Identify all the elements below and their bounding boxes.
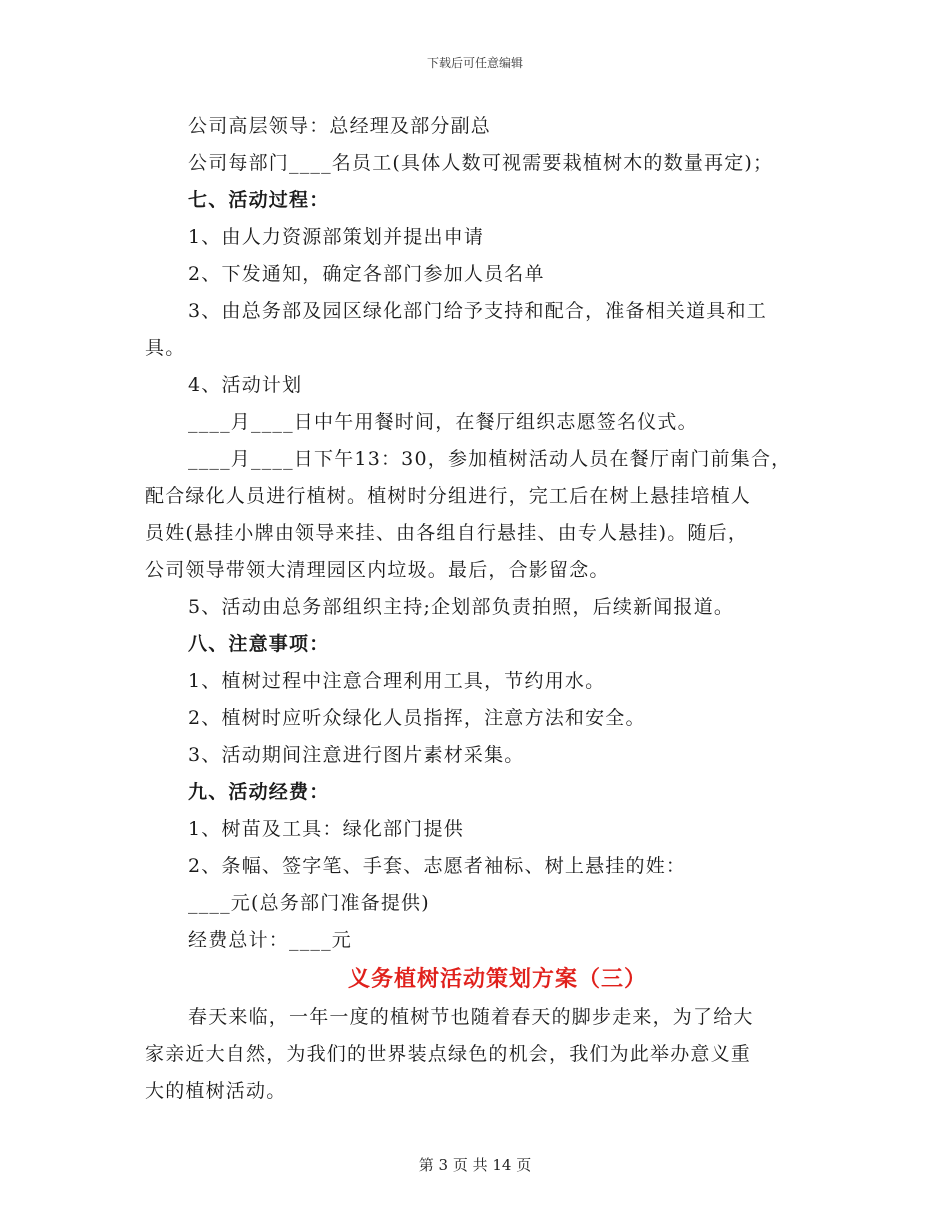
text-line: ____月____日下午13：30，参加植树活动人员在餐厅南门前集合， — [188, 448, 792, 470]
text-line: 4、活动计划 — [188, 374, 303, 396]
section-heading: 八、注意事项： — [188, 633, 330, 655]
text-line: 5、活动由总务部组织主持;企划部负责拍照，后续新闻报道。 — [188, 596, 735, 618]
text-line: 2、植树时应听众绿化人员指挥，注意方法和安全。 — [188, 707, 646, 729]
text-line: 2、下发通知，确定各部门参加人员名单 — [188, 263, 545, 285]
text-line: 具。 — [145, 337, 186, 359]
text-line: 1、由人力资源部策划并提出申请 — [188, 226, 485, 248]
text-line: 1、植树过程中注意合理利用工具，节约用水。 — [188, 670, 606, 692]
text-line: 员姓(悬挂小牌由领导来挂、由各组自行悬挂、由专人悬挂)。随后， — [145, 522, 749, 544]
page-header: 下载后可任意编辑 — [426, 56, 523, 70]
text-line: 公司每部门____名员工(具体人数可视需要栽植树木的数量再定)； — [188, 152, 774, 174]
intro-line: 大的植树活动。 — [145, 1080, 287, 1102]
text-line: 3、由总务部及园区绿化部门给予支持和配合，准备相关道具和工 — [188, 300, 767, 322]
document-body — [145, 108, 810, 1110]
section-heading: 七、活动过程： — [188, 189, 330, 211]
text-line: 1、树苗及工具：绿化部门提供 — [188, 818, 464, 840]
section-title: 义务植树活动策划方案（三） — [347, 966, 647, 992]
text-line: 2、条幅、签字笔、手套、志愿者袖标、树上悬挂的姓： — [188, 855, 687, 877]
section-heading: 九、活动经费： — [188, 781, 330, 803]
text-line: 公司领导带领大清理园区内垃圾。最后，合影留念。 — [145, 559, 610, 581]
intro-line: 家亲近大自然，为我们的世界装点绿色的机会，我们为此举办意义重 — [145, 1043, 752, 1065]
text-line: 公司高层领导：总经理及部分副总 — [188, 115, 492, 137]
text-line: 3、活动期间注意进行图片素材采集。 — [188, 744, 525, 766]
intro-line: 春天来临，一年一度的植树节也随着春天的脚步走来，为了给大 — [188, 1006, 754, 1028]
page-footer: 第 3 页 共 14 页 — [418, 1156, 532, 1174]
text-line: ____月____日中午用餐时间，在餐厅组织志愿签名仪式。 — [188, 411, 698, 433]
text-line: 配合绿化人员进行植树。植树时分组进行，完工后在树上悬挂培植人 — [145, 485, 752, 507]
text-line: ____元(总务部门准备提供) — [188, 892, 430, 914]
text-line: 经费总计：____元 — [188, 929, 353, 951]
